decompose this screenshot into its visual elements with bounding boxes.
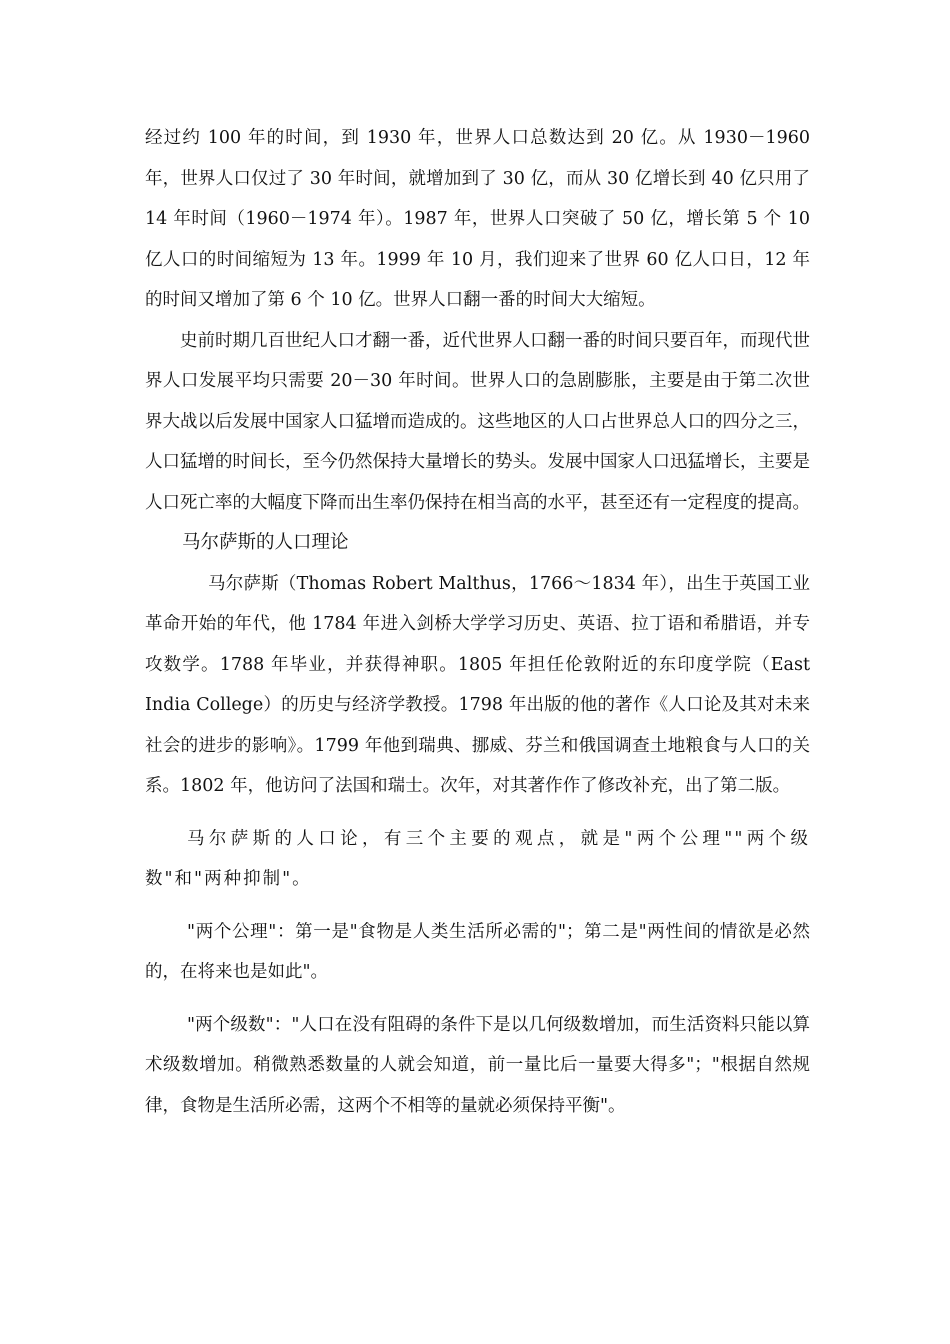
paragraph-two-axioms: "两个公理"：第一是"食物是人类生活所必需的"；第二是"两性间的情欲是必然的，在将来也是如此"。 bbox=[145, 921, 810, 982]
section-heading: 马尔萨斯的人口理论 bbox=[182, 532, 349, 553]
paragraph-population-doubling: 史前时期几百世纪人口才翻一番，近代世界人口翻一番的时间只要百年，而现代世界人口发展平均只需要 20－30 年时间。世界人口的急剧膨胀，主要是由于第二次世界大战以后发展中国家人口猛增而造成的。这些地区的人口占世界总人口的四分之三，人口猛增的时间长，至今仍然保持大量增长的势头。发展中国家人口迅猛增长，主要是人口死亡率的大幅度下降而出生率仍保持在相当高的水平，甚至还有一定程度的提高。 bbox=[145, 330, 810, 513]
paragraph-malthus-theory-overview: 马尔萨斯的人口论，有三个主要的观点，就是"两个公理""两个级数"和"两种抑制"。 bbox=[145, 828, 810, 889]
paragraph-two-progressions: "两个级数"："人口在没有阻碍的条件下是以几何级数增加，而生活资料只能以算术级数增加。稍微熟悉数量的人就会知道，前一量比后一量要大得多"；"根据自然规律，食物是生活所必需，这两个不相等的量就必须保持平衡"。 bbox=[145, 1014, 810, 1116]
paragraph-population-growth-timeline: 经过约 100 年的时间，到 1930 年，世界人口总数达到 20 亿。从 1930－1960 年，世界人口仅过了 30 年时间，就增加到了 30 亿，而从 30 亿增长到 40 亿只用了 14 年时间（1960－1974 年）。1987 年，世界人口突破了 50 亿，增长第 5 个 10 亿人口的时间缩短为 13 年。1999 年 10 月，我们迎来了世界 60 亿人口日，12 年的时间又增加了第 6 个 10 亿。世界人口翻一番的时间大大缩短。 bbox=[145, 128, 810, 310]
document-body bbox=[145, 118, 810, 1126]
paragraph-malthus-biography: 马尔萨斯（Thomas Robert Malthus，1766～1834 年），出生于英国工业革命开始的年代，他 1784 年进入剑桥大学学习历史、英语、拉丁语和希腊语，并专攻数学。1788 年毕业，并获得神职。1805 年担任伦敦附近的东印度学院（East India College）的历史与经济学教授。1798 年出版的他的著作《人口论及其对未来社会的进步的影响》。1799 年他到瑞典、挪威、芬兰和俄国调查土地粮食与人口的关系。1802 年，他访问了法国和瑞士。次年，对其著作作了修改补充，出了第二版。 bbox=[145, 573, 810, 796]
